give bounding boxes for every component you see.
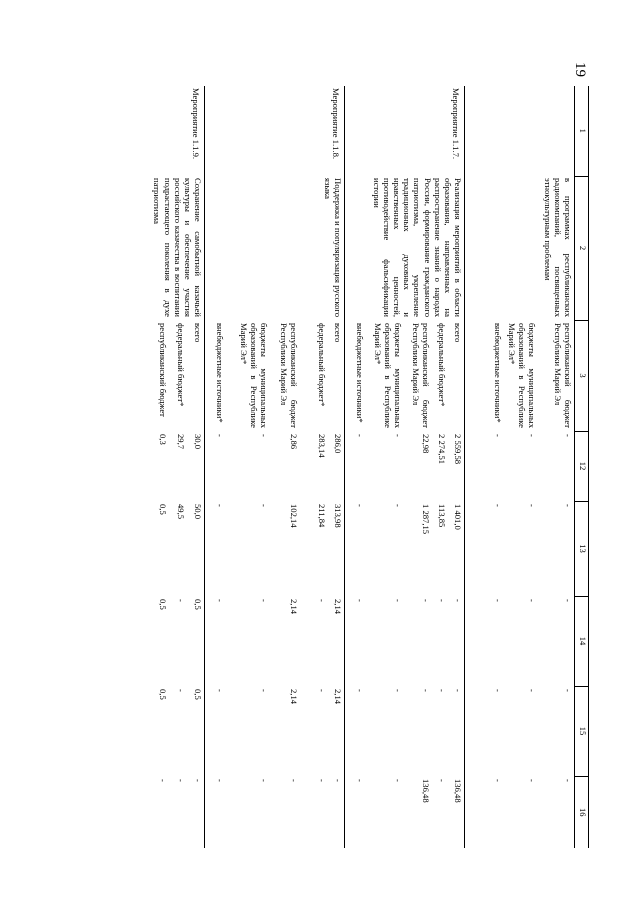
value-cell-13: 0,5 [158, 504, 169, 515]
value-cell-15: - [215, 689, 226, 692]
value-cell-15: - [527, 689, 538, 692]
measure-id: Мероприятие 1.1.9. [151, 86, 204, 176]
measure-name: Сохранение самобытной казачьей культуры и обеспечение участия российского казачества в воспитании подрастающего поколения в духе патриотизма [151, 176, 204, 320]
value-cell-16: - [329, 776, 345, 848]
value-cell-12: - [259, 434, 270, 437]
value-cell-12: - [393, 434, 404, 437]
value-cell-13: - [563, 504, 573, 507]
value-cell-16: 136,48 [449, 776, 465, 848]
funding-source: всего [187, 320, 205, 431]
value-cell-15: 2,14 [329, 686, 345, 776]
value-cell-13: - [215, 504, 226, 507]
value-cell-14: - [437, 599, 448, 602]
table-row [539, 86, 575, 848]
value-cell-12: 2 559,58 [449, 431, 465, 501]
rotated-page [113, 86, 589, 848]
value-cell-14: 2,14 [289, 599, 300, 615]
value-cell-12: - [355, 434, 366, 437]
funding-source: республиканский бюджет [158, 323, 169, 417]
value-cell-14: - [259, 599, 270, 602]
value-cell-16: - [175, 779, 186, 782]
table-header [575, 86, 589, 848]
value-cell-16: - [215, 779, 226, 782]
value-cell-16: - [493, 779, 504, 782]
value-cell-14: - [215, 599, 226, 602]
value-cell-15: 0,5 [187, 686, 205, 776]
funding-source: федеральный бюджет* [437, 323, 448, 407]
value-cell-14: - [449, 596, 465, 686]
value-cell-13: 211,84 [317, 504, 328, 528]
value-cell-13: 50,0 [187, 501, 205, 596]
funding-source: республиканский бюджет Республики Марий Эл [411, 323, 432, 428]
value-cell-16: - [393, 779, 404, 782]
value-cell-16: - [187, 776, 205, 848]
value-cell-12: 0,3 [158, 434, 169, 445]
value-cell-15: - [259, 689, 270, 692]
value-cell-15: - [175, 689, 186, 692]
page-number: 19 [572, 62, 588, 77]
measure-name: Поддержка и популяризация русского языка [205, 176, 345, 320]
measure-name: в программах республиканских радиокомпаний, посвященных этнокультурным проблемам [542, 178, 573, 317]
value-cell-13: 102,14 [289, 504, 300, 528]
value-cell-14: - [317, 599, 328, 602]
value-cell-15: - [449, 686, 465, 776]
value-cell-16: - [259, 779, 270, 782]
funding-source: федеральный бюджет* [175, 323, 186, 407]
value-cell-15: - [317, 689, 328, 692]
funding-source: внебюджетные источники* [355, 323, 366, 423]
funding-source: бюджеты муниципальных образований в Республике Марий Эл* [373, 323, 404, 428]
value-cell-13: - [259, 504, 270, 507]
value-cell-16: 136,48 [421, 779, 432, 803]
column-header: 14 [575, 596, 589, 686]
value-cell-13: - [527, 504, 538, 507]
value-cell-14: - [355, 599, 366, 602]
funding-source: всего [449, 320, 465, 431]
value-cell-12: - [215, 434, 226, 437]
value-cell-16: - [158, 779, 169, 782]
value-cell-12: 29,7 [175, 434, 186, 450]
value-cell-12: - [563, 434, 573, 437]
column-header: 13 [575, 501, 589, 596]
value-cell-12: 2 274,51 [437, 434, 448, 465]
value-cell-14: - [393, 599, 404, 602]
value-cell-15: 2,14 [289, 689, 300, 705]
column-header: 16 [575, 776, 589, 848]
measure-id: Мероприятие 1.1.7. [345, 86, 465, 176]
value-cell-15: - [493, 689, 504, 692]
value-cell-16: - [437, 779, 448, 782]
funding-source: всего [329, 320, 345, 431]
value-cell-14: - [175, 599, 186, 602]
column-header: 15 [575, 686, 589, 776]
value-cell-13: - [393, 504, 404, 507]
table-body [151, 86, 574, 848]
value-cell-16: - [289, 779, 300, 782]
value-cell-13: 113,85 [437, 504, 448, 528]
column-header: 1 [575, 86, 589, 176]
value-cell-13: 49,5 [175, 504, 186, 520]
value-cell-16: - [527, 779, 538, 782]
column-header: 3 [575, 320, 589, 431]
value-cell-12: 30,0 [187, 431, 205, 501]
funding-source: республиканский бюджет Республики Марий Эл [279, 323, 300, 428]
value-cell-12: 2,86 [289, 434, 300, 450]
value-cell-15: - [563, 689, 573, 692]
funding-source: бюджеты муниципальных образований в Республике Марий Эл* [507, 323, 538, 428]
table-row [187, 86, 205, 848]
funding-source: федеральный бюджет* [317, 323, 328, 407]
funding-source: бюджеты муниципальных образований в Республике Марий Эл* [239, 323, 270, 428]
value-cell-13: 313,98 [329, 501, 345, 596]
funding-table [151, 86, 589, 848]
funding-source: внебюджетные источники* [215, 323, 226, 423]
column-header: 12 [575, 431, 589, 501]
measure-name: Реализация мероприятий в области образования, направленных на распространение знаний о народах России, формирование гражданского патриотизма, укрепление традиционных духовных и нравственных ценностей, противодействие фальсификации истории [345, 176, 465, 320]
measure-id [465, 86, 575, 176]
measure-id: Мероприятие 1.1.8. [205, 86, 345, 176]
value-cell-14: - [563, 599, 573, 602]
value-cell-13: - [493, 504, 504, 507]
table-row [329, 86, 345, 848]
value-cell-15: 0,5 [158, 689, 169, 700]
value-cell-13: 1 287,15 [421, 504, 432, 535]
value-cell-12: - [493, 434, 504, 437]
value-cell-13: - [355, 504, 366, 507]
value-cell-12: - [527, 434, 538, 437]
funding-source: республиканский бюджет Республики Марий Эл [552, 323, 573, 428]
value-cell-14: - [493, 599, 504, 602]
value-cell-15: - [437, 689, 448, 692]
value-cell-15: - [355, 689, 366, 692]
column-header: 2 [575, 176, 589, 320]
value-cell-14: 0,5 [158, 599, 169, 610]
value-cell-16: - [563, 779, 573, 782]
value-cell-12: 283,14 [317, 434, 328, 458]
value-cell-16: - [355, 779, 366, 782]
value-cell-12: 22,98 [421, 434, 432, 454]
table-row [449, 86, 465, 848]
value-cell-14: - [527, 599, 538, 602]
value-cell-14: 2,14 [329, 596, 345, 686]
value-cell-13: 1 401,0 [449, 501, 465, 596]
value-cell-14: - [421, 599, 432, 602]
value-cell-14: 0,5 [187, 596, 205, 686]
value-cell-15: - [421, 689, 432, 692]
value-cell-16: - [317, 779, 328, 782]
funding-source: внебюджетные источники* [493, 323, 504, 423]
value-cell-12: 286,0 [329, 431, 345, 501]
value-cell-15: - [393, 689, 404, 692]
